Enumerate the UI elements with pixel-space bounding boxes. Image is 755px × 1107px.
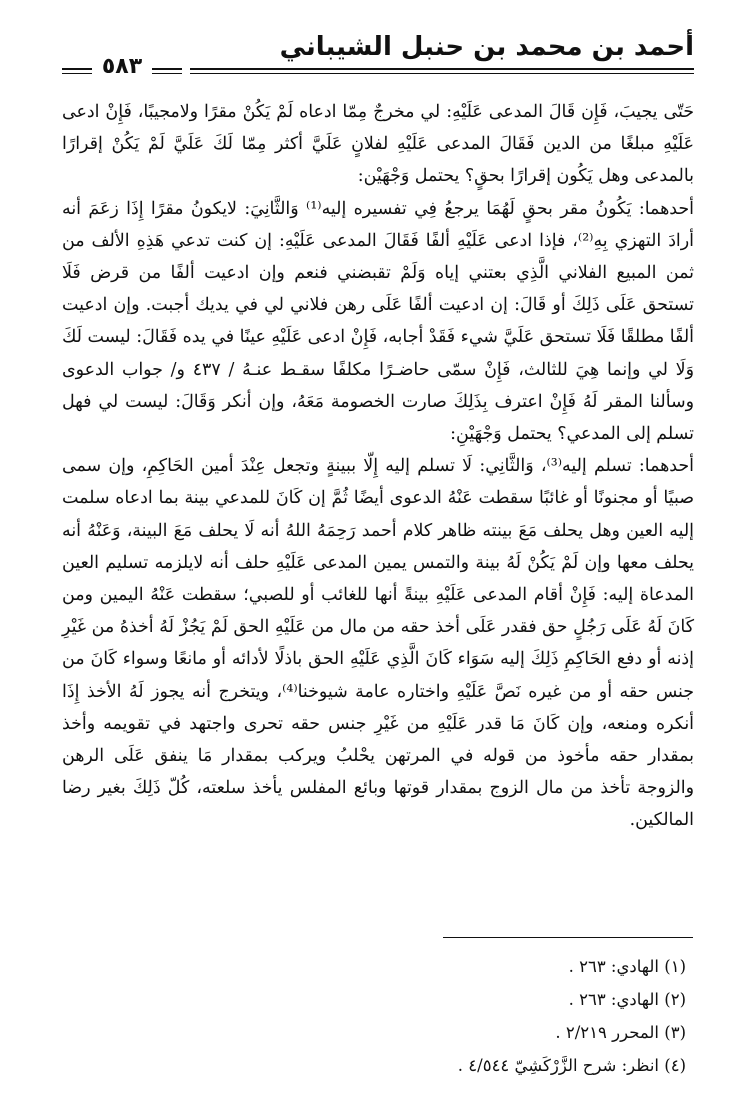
paragraph: أحدهما: يَكُونُ مقر بحقٍ لَهُمَا يرجعُ فِي تفسيره إليه⁽¹⁾ وَالثَّانِيَ: لايكونُ مقرًا إِذَا زعَمَ أنه أرادَ التهزي بِهِ⁽²⁾، فإذا ادعى عَلَيْهِ ألفًا فَقَالَ المدعى عَلَيْهِ: إن كنت تدعي هَذِهِ الألف من ثمن المبيع الفلاني الَّذِي بعتني إياه وَلَمْ تقبضني فنعم وإن ادعيت ألفًا من قرض فَلَا تستحق عَلَى ذَلِكَ أو قَالَ: إن ادعيت ألفًا عَلَى رهن فلاني لي في يديك أجبت. وإن ادعيت ألفًا مطلقًا فَلَا تستحق عَلَيَّ شيء فَقَدْ أجابه، فَإِنْ ادعى عَلَيْهِ عينًا في يده فَقَالَ: ليست لَكَ وَلَا لي وإنما هِيَ للثالث، فَإِنْ سمّى حاضـرًا مكلفًا سقـط عنـهُ / ٤٣٧ و/ جواب الدعوى وسألنا المقر لَهُ فَإِنْ اعترف بِذَلِكَ صارت الخصومة مَعَهُ، وإن أنكر وَقَالَ: ليست لي فهل تسلم إلى المدعي؟ يحتمل وَجْهَيْنِ: bbox=[62, 198, 694, 445]
footnote: (٣) المحرر ٢/٢١٩ . bbox=[555, 1023, 686, 1042]
footnote: (٤) انظر: شرح الزَّرْكَشِيّ ٤/٥٤٤ . bbox=[457, 1056, 686, 1075]
page-header bbox=[62, 28, 694, 78]
running-title: أحمد بن محمد بن حنبل الشيباني bbox=[279, 32, 694, 62]
header-rule bbox=[190, 68, 694, 74]
page-number: ٥٨٣ bbox=[62, 54, 182, 79]
paragraph: أحدهما: تسلم إليه⁽³⁾، وَالثَّانِي: لَا تسلم إليه إِلّا ببينةٍ وتجعل عِنْدَ أمين الحَاكِمِ، وإن سمى صبيًا أو مجنونًا أو غائبًا سقطت عَنْهُ الدعوى أيضًا ثُمَّ إن كَانَ للمدعي بينة بما ادعاه سلمت إليه العين وهل يحلف مَعَ بينته ظاهر كلام أحمد رَحِمَهُ اللهُ أنه لَا يحلف مَعَ البينة، وَعَنْهُ أنه يحلف معها وإن لَمْ يَكُنْ لَهُ بينة والتمس يمين المدعى عَلَيْهِ حلف أنه لايلزمه تسليم العين المدعاة إليه: فَإِنْ أقام المدعى عَلَيْهِ بينةً أنها للغائب أو للصبي؛ سقطت عَنْهُ اليمين ومن كَانَ لَهُ عَلَى رَجُلٍ حق فقدر عَلَى أخذ حقه من مال من عَلَيْهِ الحق لَمْ يَجُزْ لَهُ أخذهُ من غَيْرِ إذنه أو دفع الحَاكِمِ ذَلِكَ إليه سَوَاء كَانَ الَّذِي عَلَيْهِ الحق باذلًا لأدائه أو مانعًا وسواء كَانَ من جنس حقه أو من غيره نَصَّ عَلَيْهِ واختاره عامة شيوخنا⁽⁴⁾، ويتخرج أنه يجوز لَهُ الأخذ إِذَا أنكره ومنعه، وإن كَانَ مَا قدر عَلَيْهِ من غَيْرِ جنس حقه تحرى واجتهد في تقويمه وأخذ بمقدار حقه مأخوذ من قوله في المرتهن يحْلبُ ويركب بمقدار مَا ينفق عَلَى الرهن والزوجة تأخذ من مال الزوج بمقدار قوتها وبائع المفلس يأخذ سلعته، كُلّ ذَلِكَ بغير رضا المالكين. bbox=[62, 456, 694, 831]
main-text bbox=[62, 96, 694, 837]
footnote: (١) الهادي: ٢٦٣ . bbox=[568, 957, 686, 976]
footnotes-divider bbox=[443, 937, 693, 938]
footnotes bbox=[62, 950, 694, 1082]
footnote: (٢) الهادي: ٢٦٣ . bbox=[568, 990, 686, 1009]
paragraph: حَتّى يجيبَ، فَإِن قَالَ المدعى عَلَيْهِ: لي مخرجٌ مِمّا ادعاه لَمْ يَكُنْ مقرًا ولامجيبًا، فَإِنْ ادعى عَلَيْهِ مبلغًا من الدين فَقَالَ المدعى عَلَيْهِ لفلانٍ عَلَيَّ أكثر مِمّا لَكَ عَلَيَّ لَمْ يَكُنْ إقرارًا بالمدعى وهل يَكُون إقرارًا بحقٍ؟ يحتمل وَجْهَيْن: bbox=[62, 102, 694, 187]
